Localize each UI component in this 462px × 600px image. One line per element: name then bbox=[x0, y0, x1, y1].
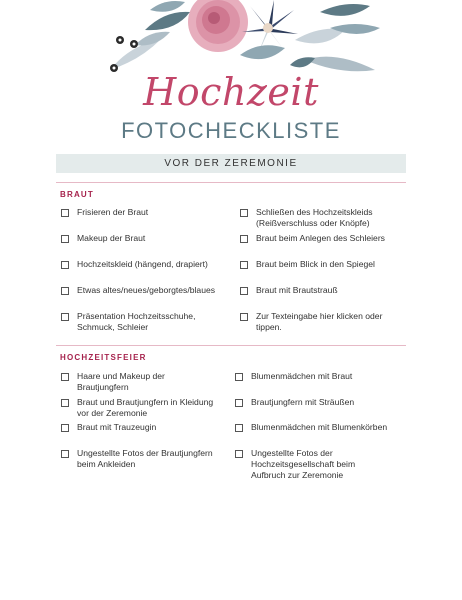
checkbox[interactable] bbox=[240, 287, 248, 295]
checklist-item-label: Braut mit Trauzeugin bbox=[77, 422, 157, 432]
checkbox[interactable] bbox=[240, 313, 248, 321]
checkbox[interactable] bbox=[61, 450, 69, 458]
checkbox[interactable] bbox=[61, 261, 69, 269]
checkbox[interactable] bbox=[61, 424, 69, 432]
checkbox[interactable] bbox=[61, 373, 69, 381]
checklist-item-label: Makeup der Braut bbox=[77, 233, 146, 243]
checklist-item-label: Zur Texteingabe hier klicken oder tippen. bbox=[256, 311, 383, 332]
checklist-item-label: Blumenmädchen mit Blumenkörben bbox=[251, 422, 388, 432]
checklist-item-label: Frisieren der Braut bbox=[77, 207, 149, 217]
checklist-item-label: Brautjungfern mit Sträußen bbox=[251, 397, 355, 407]
section-label-hochzeitsfeier: HOCHZEITSFEIER bbox=[60, 353, 147, 362]
page-title: FOTOCHECKLISTE bbox=[121, 118, 341, 143]
checklist-item-label: Ungestellte Fotos der Brautjungfern beim Ankleiden bbox=[77, 448, 213, 469]
checklist-item-label: Haare und Makeup der Brautjungfern bbox=[77, 371, 165, 392]
checkbox[interactable] bbox=[235, 399, 243, 407]
checkbox[interactable] bbox=[235, 373, 243, 381]
checklist-item-label: Blumenmädchen mit Braut bbox=[251, 371, 353, 381]
script-title: Hochzeit bbox=[143, 70, 319, 114]
checklist-item-label: Hochzeitskleid (hängend, drapiert) bbox=[77, 259, 208, 269]
checkbox[interactable] bbox=[240, 209, 248, 217]
section-banner: VOR DER ZEREMONIE bbox=[56, 154, 406, 173]
checkbox[interactable] bbox=[240, 261, 248, 269]
floral-header-illustration bbox=[90, 0, 390, 80]
checklist-item-label: Braut beim Anlegen des Schleiers bbox=[256, 233, 385, 243]
checklist-item-label: Etwas altes/neues/geborgtes/blaues bbox=[77, 285, 216, 295]
checklist-item-label: Schließen des Hochzeitskleids (Reißverschluss oder Knöpfe) bbox=[256, 207, 373, 228]
checkbox[interactable] bbox=[235, 424, 243, 432]
checkbox[interactable] bbox=[240, 235, 248, 243]
checkbox[interactable] bbox=[61, 399, 69, 407]
checkbox[interactable] bbox=[235, 450, 243, 458]
checkbox[interactable] bbox=[61, 287, 69, 295]
divider-line bbox=[56, 345, 406, 346]
divider-line bbox=[56, 182, 406, 183]
checkbox[interactable] bbox=[61, 235, 69, 243]
checklist-item-label: Braut und Brautjungfern in Kleidung vor der Zeremonie bbox=[77, 397, 214, 418]
section-label-braut: BRAUT bbox=[60, 190, 94, 199]
checkbox[interactable] bbox=[61, 313, 69, 321]
checklist-item-label: Braut beim Blick in den Spiegel bbox=[256, 259, 375, 269]
checklist-item-label: Präsentation Hochzeitsschuhe, Schmuck, Schleier bbox=[77, 311, 196, 332]
checklist-item-label: Ungestellte Fotos der Hochzeitsgesellschaft beim Aufbruch zur Zeremonie bbox=[251, 448, 356, 480]
checkbox[interactable] bbox=[61, 209, 69, 217]
checklist-item-label: Braut mit Brautstrauß bbox=[256, 285, 338, 295]
